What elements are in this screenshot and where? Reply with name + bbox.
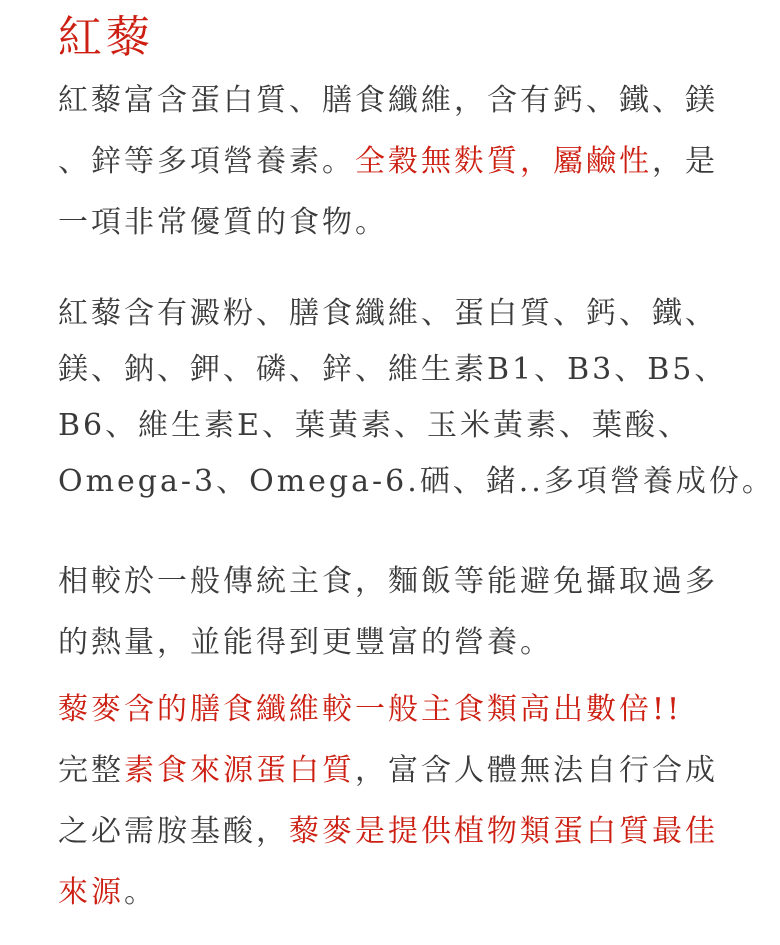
paragraph-comparison (58, 551, 728, 673)
text-line: 的熱量，並能得到更豐富的營養。 (58, 625, 553, 660)
text-segment: 。 (124, 875, 157, 910)
text-line: 一項非常優質的食物。 (58, 205, 388, 240)
text-line: 相較於一般傳統主食，麵飯等能避免攝取過多 (58, 564, 718, 599)
text-line (58, 131, 728, 192)
highlight-text: 素食來源蛋白質 (124, 753, 355, 788)
text-segment: ，是 (652, 144, 718, 179)
text-line: 紅藜含有澱粉、膳食纖維、蛋白質、鈣、鐵、 (58, 296, 718, 331)
paragraph-intro (58, 70, 728, 253)
text-segment: 完整 (58, 753, 124, 788)
highlight-text: 藜麥是提供植物類蛋白質最佳 (289, 814, 718, 849)
text-line (58, 801, 728, 862)
text-segment: ，富含人體無法自行合成 (355, 753, 718, 788)
text-line (58, 740, 728, 801)
highlight-text: 來源 (58, 875, 124, 910)
text-segment: 、鋅等多項營養素。 (58, 144, 355, 179)
text-line: B6、維生素E、葉黃素、玉米黃素、葉酸、 (58, 408, 692, 443)
text-line (58, 862, 728, 923)
highlight-text: 藜麥含的膳食纖維較一般主食類高出數倍!! (58, 692, 683, 727)
paragraph-nutrients (58, 286, 775, 510)
text-line: 鎂、鈉、鉀、磷、鋅、維生素B1、B3、B5、 (58, 352, 728, 387)
paragraph-protein (58, 679, 728, 923)
text-line: Omega-3、Omega-6.硒、鍺..多項營養成份。 (58, 464, 775, 499)
text-segment: 之必需胺基酸， (58, 814, 289, 849)
page-title: 紅藜 (58, 12, 154, 63)
text-line: 紅藜富含蛋白質、膳食纖維，含有鈣、鐵、鎂 (58, 83, 718, 118)
highlight-text: 全穀無麩質，屬鹼性 (355, 144, 652, 179)
